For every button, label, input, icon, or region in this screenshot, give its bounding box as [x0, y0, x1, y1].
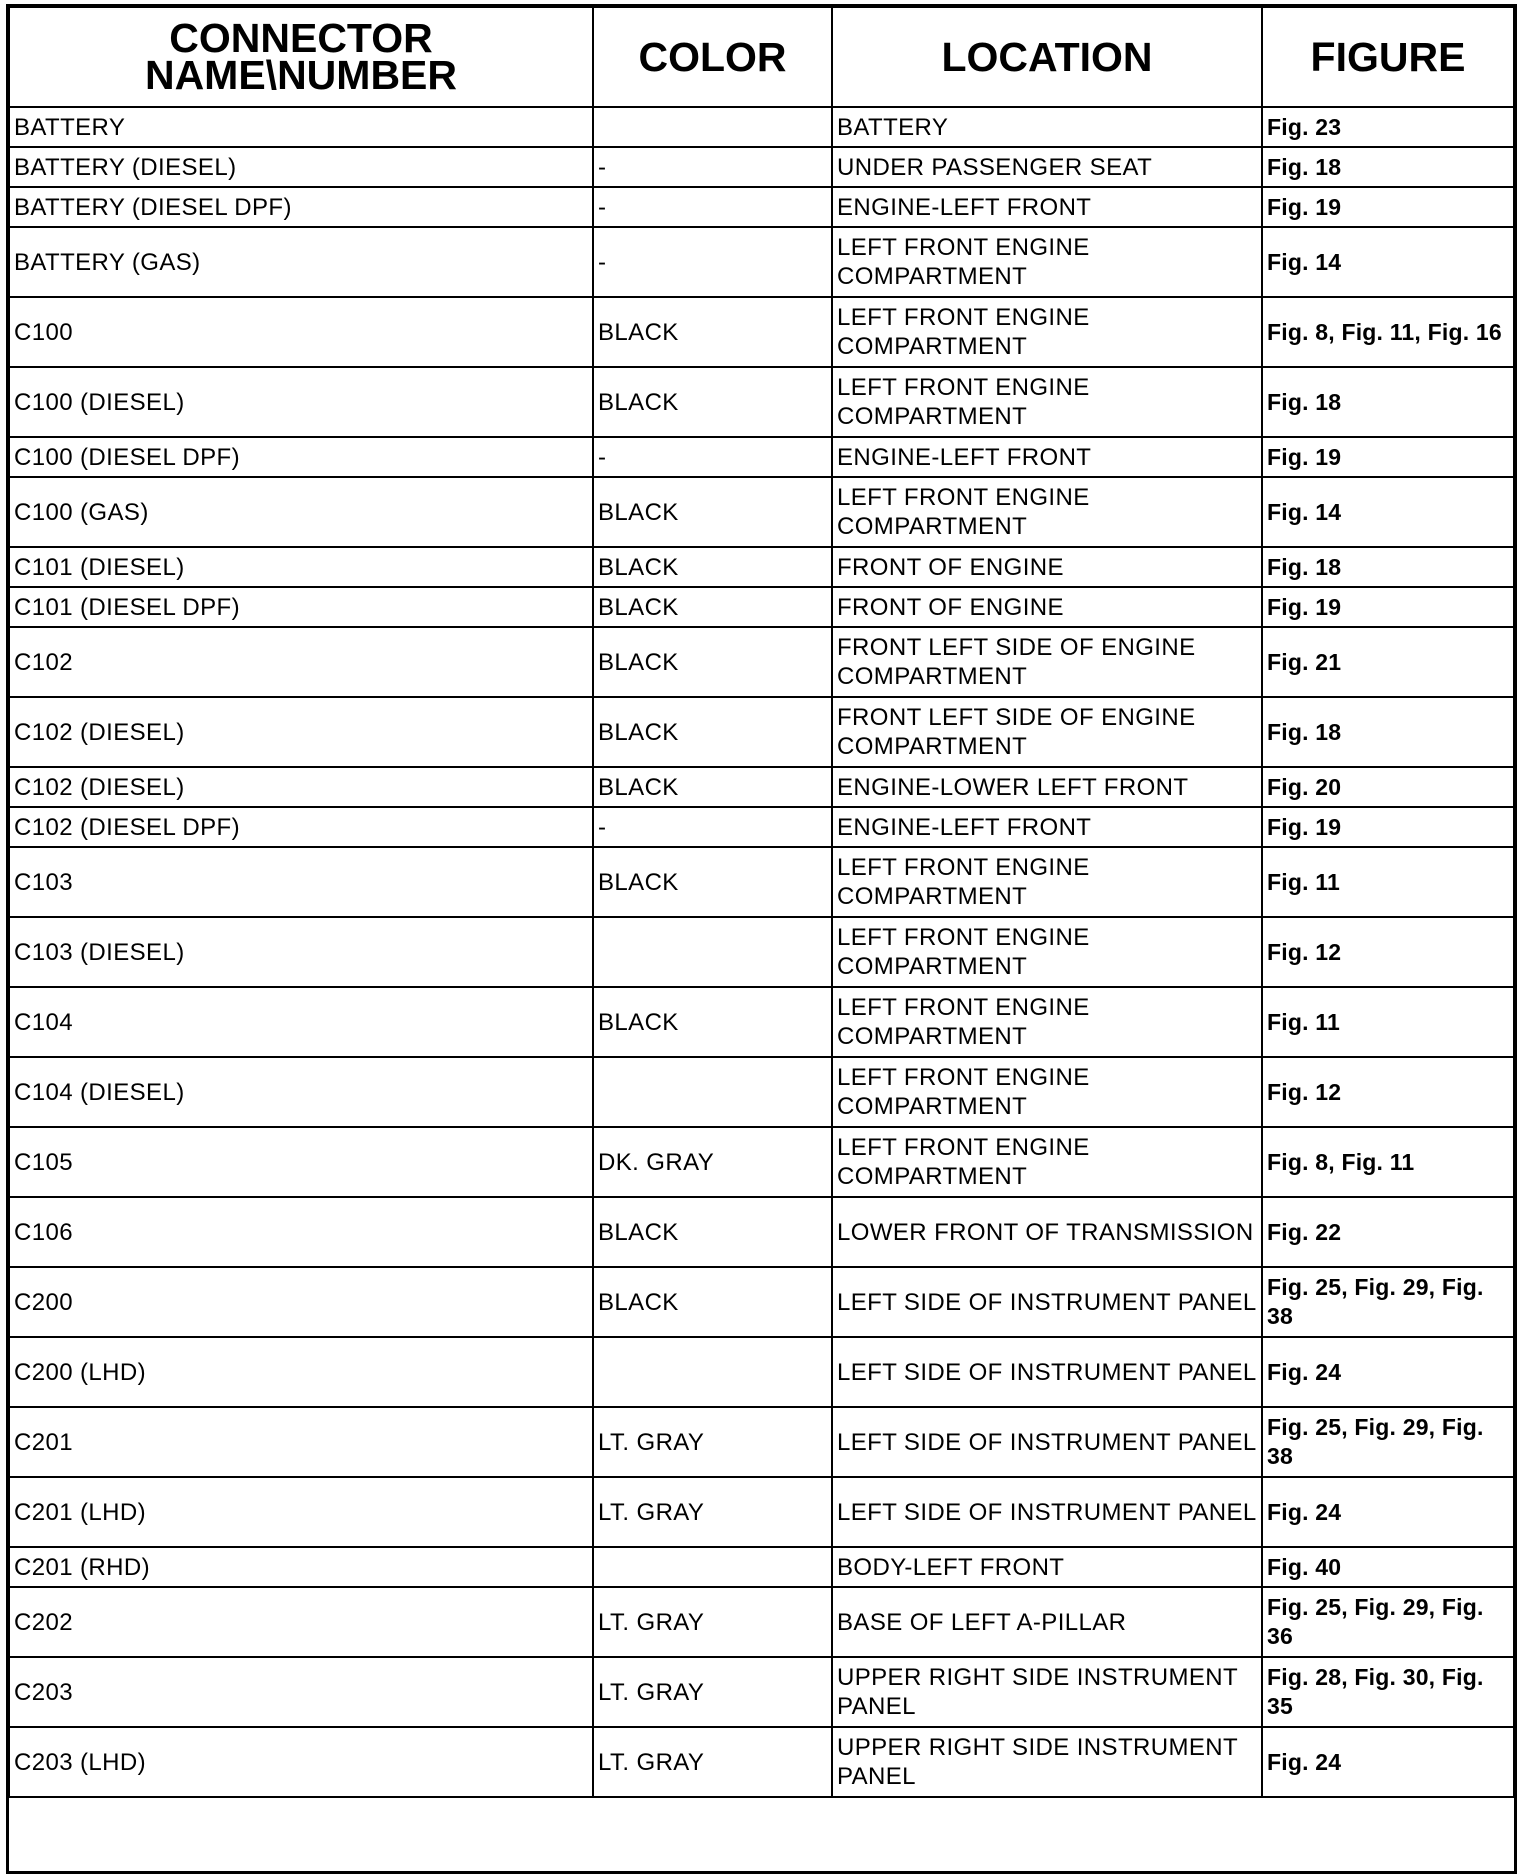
- figure-cell: Fig. 22: [1262, 1197, 1514, 1267]
- figure-cell: Fig. 28, Fig. 30, Fig. 35: [1262, 1657, 1514, 1727]
- figure-cell: Fig. 40: [1262, 1547, 1514, 1587]
- header-row: [9, 7, 1514, 107]
- color-cell: BLACK: [593, 987, 832, 1057]
- figure-cell: Fig. 24: [1262, 1727, 1514, 1797]
- table-row: [9, 227, 1514, 297]
- connector-table: [8, 6, 1515, 1798]
- color-cell: [593, 1337, 832, 1407]
- color-cell: BLACK: [593, 847, 832, 917]
- color-cell: -: [593, 437, 832, 477]
- location-cell: UPPER RIGHT SIDE INSTRUMENT PANEL: [832, 1727, 1262, 1797]
- figure-cell: Fig. 11: [1262, 987, 1514, 1057]
- connector-name-cell: C102 (DIESEL): [9, 767, 593, 807]
- figure-cell: Fig. 14: [1262, 477, 1514, 547]
- color-cell: LT. GRAY: [593, 1727, 832, 1797]
- figure-cell: Fig. 18: [1262, 697, 1514, 767]
- connector-name-cell: BATTERY (DIESEL): [9, 147, 593, 187]
- connector-name-cell: C102: [9, 627, 593, 697]
- connector-name-cell: C103 (DIESEL): [9, 917, 593, 987]
- color-cell: BLACK: [593, 1197, 832, 1267]
- figure-cell: Fig. 12: [1262, 1057, 1514, 1127]
- location-cell: UNDER PASSENGER SEAT: [832, 147, 1262, 187]
- table-row: [9, 547, 1514, 587]
- figure-cell: Fig. 8, Fig. 11: [1262, 1127, 1514, 1197]
- location-cell: FRONT LEFT SIDE OF ENGINE COMPARTMENT: [832, 627, 1262, 697]
- figure-cell: Fig. 12: [1262, 917, 1514, 987]
- location-cell: ENGINE-LOWER LEFT FRONT: [832, 767, 1262, 807]
- table-row: [9, 987, 1514, 1057]
- figure-cell: Fig. 19: [1262, 587, 1514, 627]
- connector-name-cell: BATTERY (GAS): [9, 227, 593, 297]
- color-cell: BLACK: [593, 627, 832, 697]
- table-row: [9, 1337, 1514, 1407]
- table-row: [9, 1267, 1514, 1337]
- location-cell: BASE OF LEFT A-PILLAR: [832, 1587, 1262, 1657]
- location-cell: ENGINE-LEFT FRONT: [832, 437, 1262, 477]
- header-connector-name: CONNECTOR NAME\NUMBER: [9, 7, 593, 107]
- table-row: [9, 917, 1514, 987]
- table-row: [9, 1477, 1514, 1547]
- connector-name-cell: C102 (DIESEL DPF): [9, 807, 593, 847]
- connector-name-cell: C201 (LHD): [9, 1477, 593, 1547]
- table-row: [9, 1727, 1514, 1797]
- color-cell: [593, 917, 832, 987]
- location-cell: LEFT SIDE OF INSTRUMENT PANEL: [832, 1477, 1262, 1547]
- color-cell: LT. GRAY: [593, 1587, 832, 1657]
- location-cell: LEFT SIDE OF INSTRUMENT PANEL: [832, 1267, 1262, 1337]
- color-cell: [593, 107, 832, 147]
- connector-name-cell: C105: [9, 1127, 593, 1197]
- color-cell: -: [593, 807, 832, 847]
- connector-name-cell: C100 (DIESEL DPF): [9, 437, 593, 477]
- figure-cell: Fig. 25, Fig. 29, Fig. 38: [1262, 1267, 1514, 1337]
- table-row: [9, 477, 1514, 547]
- connector-name-cell: C106: [9, 1197, 593, 1267]
- table-row: [9, 147, 1514, 187]
- figure-cell: Fig. 23: [1262, 107, 1514, 147]
- connector-name-cell: C200 (LHD): [9, 1337, 593, 1407]
- location-cell: LEFT FRONT ENGINE COMPARTMENT: [832, 847, 1262, 917]
- figure-cell: Fig. 19: [1262, 187, 1514, 227]
- location-cell: BATTERY: [832, 107, 1262, 147]
- location-cell: FRONT OF ENGINE: [832, 547, 1262, 587]
- table-row: [9, 367, 1514, 437]
- color-cell: -: [593, 227, 832, 297]
- color-cell: BLACK: [593, 297, 832, 367]
- location-cell: LEFT FRONT ENGINE COMPARTMENT: [832, 987, 1262, 1057]
- location-cell: ENGINE-LEFT FRONT: [832, 187, 1262, 227]
- figure-cell: Fig. 25, Fig. 29, Fig. 38: [1262, 1407, 1514, 1477]
- color-cell: LT. GRAY: [593, 1407, 832, 1477]
- location-cell: FRONT LEFT SIDE OF ENGINE COMPARTMENT: [832, 697, 1262, 767]
- table-row: [9, 1127, 1514, 1197]
- location-cell: LEFT SIDE OF INSTRUMENT PANEL: [832, 1337, 1262, 1407]
- connector-name-cell: C100 (GAS): [9, 477, 593, 547]
- figure-cell: Fig. 21: [1262, 627, 1514, 697]
- table-row: [9, 767, 1514, 807]
- connector-name-cell: BATTERY (DIESEL DPF): [9, 187, 593, 227]
- table-row: [9, 1197, 1514, 1267]
- table-row: [9, 1407, 1514, 1477]
- location-cell: LEFT FRONT ENGINE COMPARTMENT: [832, 367, 1262, 437]
- connector-name-cell: C104: [9, 987, 593, 1057]
- connector-name-cell: C101 (DIESEL): [9, 547, 593, 587]
- figure-cell: Fig. 24: [1262, 1337, 1514, 1407]
- color-cell: BLACK: [593, 587, 832, 627]
- color-cell: DK. GRAY: [593, 1127, 832, 1197]
- connector-name-cell: C100: [9, 297, 593, 367]
- figure-cell: Fig. 11: [1262, 847, 1514, 917]
- color-cell: -: [593, 147, 832, 187]
- table-row: [9, 1657, 1514, 1727]
- color-cell: BLACK: [593, 697, 832, 767]
- color-cell: LT. GRAY: [593, 1477, 832, 1547]
- table-row: [9, 807, 1514, 847]
- connector-name-cell: C100 (DIESEL): [9, 367, 593, 437]
- location-cell: LEFT FRONT ENGINE COMPARTMENT: [832, 917, 1262, 987]
- location-cell: FRONT OF ENGINE: [832, 587, 1262, 627]
- table-row: [9, 297, 1514, 367]
- table-row: [9, 697, 1514, 767]
- color-cell: [593, 1547, 832, 1587]
- color-cell: LT. GRAY: [593, 1657, 832, 1727]
- header-color: COLOR: [593, 7, 832, 107]
- location-cell: LEFT FRONT ENGINE COMPARTMENT: [832, 227, 1262, 297]
- color-cell: -: [593, 187, 832, 227]
- table-row: [9, 187, 1514, 227]
- header-figure: FIGURE: [1262, 7, 1514, 107]
- figure-cell: Fig. 19: [1262, 437, 1514, 477]
- connector-name-cell: C202: [9, 1587, 593, 1657]
- location-cell: LOWER FRONT OF TRANSMISSION: [832, 1197, 1262, 1267]
- table-row: [9, 587, 1514, 627]
- location-cell: BODY-LEFT FRONT: [832, 1547, 1262, 1587]
- connector-name-cell: C102 (DIESEL): [9, 697, 593, 767]
- figure-cell: Fig. 20: [1262, 767, 1514, 807]
- location-cell: LEFT FRONT ENGINE COMPARTMENT: [832, 1127, 1262, 1197]
- color-cell: [593, 1057, 832, 1127]
- connector-name-cell: C201 (RHD): [9, 1547, 593, 1587]
- table-row: [9, 627, 1514, 697]
- connector-name-cell: BATTERY: [9, 107, 593, 147]
- connector-name-cell: C101 (DIESEL DPF): [9, 587, 593, 627]
- figure-cell: Fig. 18: [1262, 367, 1514, 437]
- location-cell: ENGINE-LEFT FRONT: [832, 807, 1262, 847]
- location-cell: LEFT FRONT ENGINE COMPARTMENT: [832, 477, 1262, 547]
- figure-cell: Fig. 18: [1262, 547, 1514, 587]
- color-cell: BLACK: [593, 477, 832, 547]
- figure-cell: Fig. 19: [1262, 807, 1514, 847]
- table-row: [9, 437, 1514, 477]
- table-row: [9, 1547, 1514, 1587]
- color-cell: BLACK: [593, 547, 832, 587]
- figure-cell: Fig. 8, Fig. 11, Fig. 16: [1262, 297, 1514, 367]
- figure-cell: Fig. 24: [1262, 1477, 1514, 1547]
- table-body: [9, 107, 1514, 1797]
- table-row: [9, 847, 1514, 917]
- location-cell: LEFT FRONT ENGINE COMPARTMENT: [832, 1057, 1262, 1127]
- color-cell: BLACK: [593, 1267, 832, 1337]
- connector-name-cell: C203: [9, 1657, 593, 1727]
- figure-cell: Fig. 14: [1262, 227, 1514, 297]
- table-row: [9, 1587, 1514, 1657]
- location-cell: LEFT FRONT ENGINE COMPARTMENT: [832, 297, 1262, 367]
- location-cell: LEFT SIDE OF INSTRUMENT PANEL: [832, 1407, 1262, 1477]
- connector-name-cell: C203 (LHD): [9, 1727, 593, 1797]
- table-row: [9, 107, 1514, 147]
- connector-name-cell: C103: [9, 847, 593, 917]
- connector-name-cell: C201: [9, 1407, 593, 1477]
- header-location: LOCATION: [832, 7, 1262, 107]
- color-cell: BLACK: [593, 767, 832, 807]
- color-cell: BLACK: [593, 367, 832, 437]
- location-cell: UPPER RIGHT SIDE INSTRUMENT PANEL: [832, 1657, 1262, 1727]
- figure-cell: Fig. 18: [1262, 147, 1514, 187]
- connector-name-cell: C104 (DIESEL): [9, 1057, 593, 1127]
- connector-name-cell: C200: [9, 1267, 593, 1337]
- table-row: [9, 1057, 1514, 1127]
- figure-cell: Fig. 25, Fig. 29, Fig. 36: [1262, 1587, 1514, 1657]
